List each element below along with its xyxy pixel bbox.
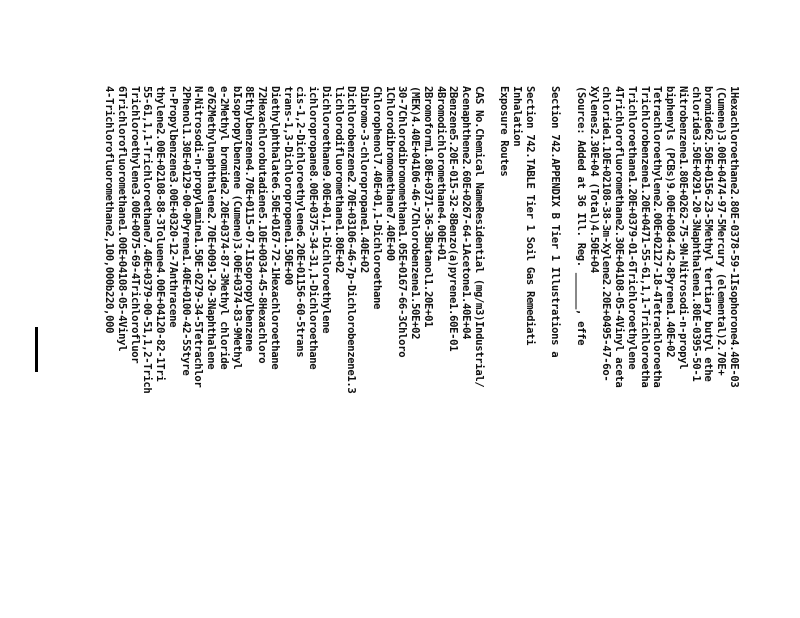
text-line: Exposure Routes [498,86,511,177]
text-line: 55-61,1,1-Trichloroethane7.40E+0379-00-51,1,2-Trich [141,86,154,394]
text-line: Dichlorobenzene2.70E+03106-46-7p-Dichlorobenzene1.3 [345,86,358,394]
text-line: CAS No.Chemical NameResidential (mg/m3)Industrial/ [473,86,485,388]
text-line: ichloropropane8.00E+0375-34-31,1-Dichloroethane [307,86,320,370]
text-line: 1Chlorodibromomethane7.40E+00 [383,86,396,261]
text-line: 72Hexachlorobutadiene5.10E+0034-45-8Hexachloro [256,86,269,364]
text-line: Diethylphthalate6.50E+0167-72-1Hexachloroethane [269,86,281,370]
text-line: Chlorophenol7.40E+01,1-Dichloroethane [371,86,383,310]
text-line: Section 742.APPENDIX B Tier 1 Illustrations a [549,86,562,358]
text-line: 2Bromoform1.80E+0371-36-3Butanol1.20E+01 [422,86,434,328]
text-line: Dibromo-3-chloropropane1.40E+02 [358,86,371,273]
text-line: (Cumene)3.00E+0474-97-5Mercury (elemental)2.70E+ [715,86,728,376]
text-line: Xylenes2.30E+04 (Total)4.50E+04 [587,86,600,273]
text-line: 4Bromodichloromethane4.00E+01 [434,86,447,261]
text-line: trans-1,3-Dichloropropene1.50E+00 [281,86,294,285]
text-line: lichlorodifluoromethane1.80E+02 [332,86,345,273]
text-line: (Source: Added at 36 Ill. Reg. ______, effe [575,86,587,346]
text-line: Trichloroethane1.20E+0379-01-6Trichloroethylene [626,86,638,370]
text-line: biphenyls (PCBs)9.00E+0084-42-8Pyrene1.40E+02 [664,86,677,358]
text-line: 6Trichlorofluoromethane1.00E+04108-05-4Vinyl [116,86,128,352]
text-line: bIsopropylbenzene (Cumene)3.00E+0374-83-9Methyl [230,86,243,370]
text-line: 4-Trichlorofluoromethane2,100,000b220,000 [103,86,116,334]
text-line: chloride1.10E+02108-38-3m-Xylene2.20E+0495-47-6o- [600,86,613,382]
text-line: 8Ethylbenzene4.70E+0115-07-1Isopropylbenzene [243,86,256,352]
text-line: 4Trichlorofluoromethane2.30E+04108-05-4Vinyl aceta [613,86,626,388]
text-line: 1Hexachloroethane2.80E-0378-59-1Isophorone4.40E-03 [728,86,740,388]
text-line: 30-7Chlorodibromomethane1.05E+0167-66-3Chloro [396,86,409,358]
text-line: 2Benzene5.20E-015-32-8Benzo(a)pyrene1.60E-01 [447,86,460,352]
text-line: e-2Methyl bromide2.20E+0374-87-3Methyl chloride [218,86,230,370]
text-line: e762Methylnaphthalene2.70E+0091-20-3Naphthalene [205,86,218,370]
text-line: thylene2.00E+02108-88-3Toluene4.00E+04120-82-1Tri [154,86,167,382]
text-line: Section 742.TABLE Tier 1 Soil Gas Remediati [524,86,536,346]
text-line: Trichloroethylene3.00E+0075-69-4Trichlorofluor [128,86,141,364]
text-line: Tetrachloroethylene2.00E+02127-18-4Tetrachloroetha [651,86,664,388]
text-line: 2Phenol1.30E+0129-00-0Pyrene1.40E+0100-42-5Styre [179,86,192,376]
text-line: Trichlorobenzene1.20E+0471-55-61,1,1-Trichloroetha [638,86,651,388]
text-line: Acenaphthene2.60E+0267-64-1Acetone1.40E+04 [460,86,473,340]
text-line: bromide62.50E+0156-23-5Methyl tertiary butyl ethe [702,86,715,382]
text-line: Dichloroethane9.00E+01,1-Dichloroethylene [320,86,332,334]
text-line: Nitrobenzene1.80E+0262-75-9N-Nitrosodi-n-propyl [677,86,689,370]
text-line: (MEK)4.40E+04106-46-7Chlorobenzene1.50E+02 [409,86,422,340]
text-line: n-Propylbenzene3.00E+0320-12-7Anthracene [167,86,179,328]
text-line: cis-1,2-Dichloroethylene6.20E+01156-60-5trans [294,86,307,358]
text-line: Inhalation [511,86,524,147]
text-line: N-Nitrosodi-n-propylamine1.50E-0279-34-5Tetrachlor [192,86,205,388]
text-line: chloride3.50E+0291-20-3Naphthalene1.80E-0395-50-1 [689,86,702,382]
